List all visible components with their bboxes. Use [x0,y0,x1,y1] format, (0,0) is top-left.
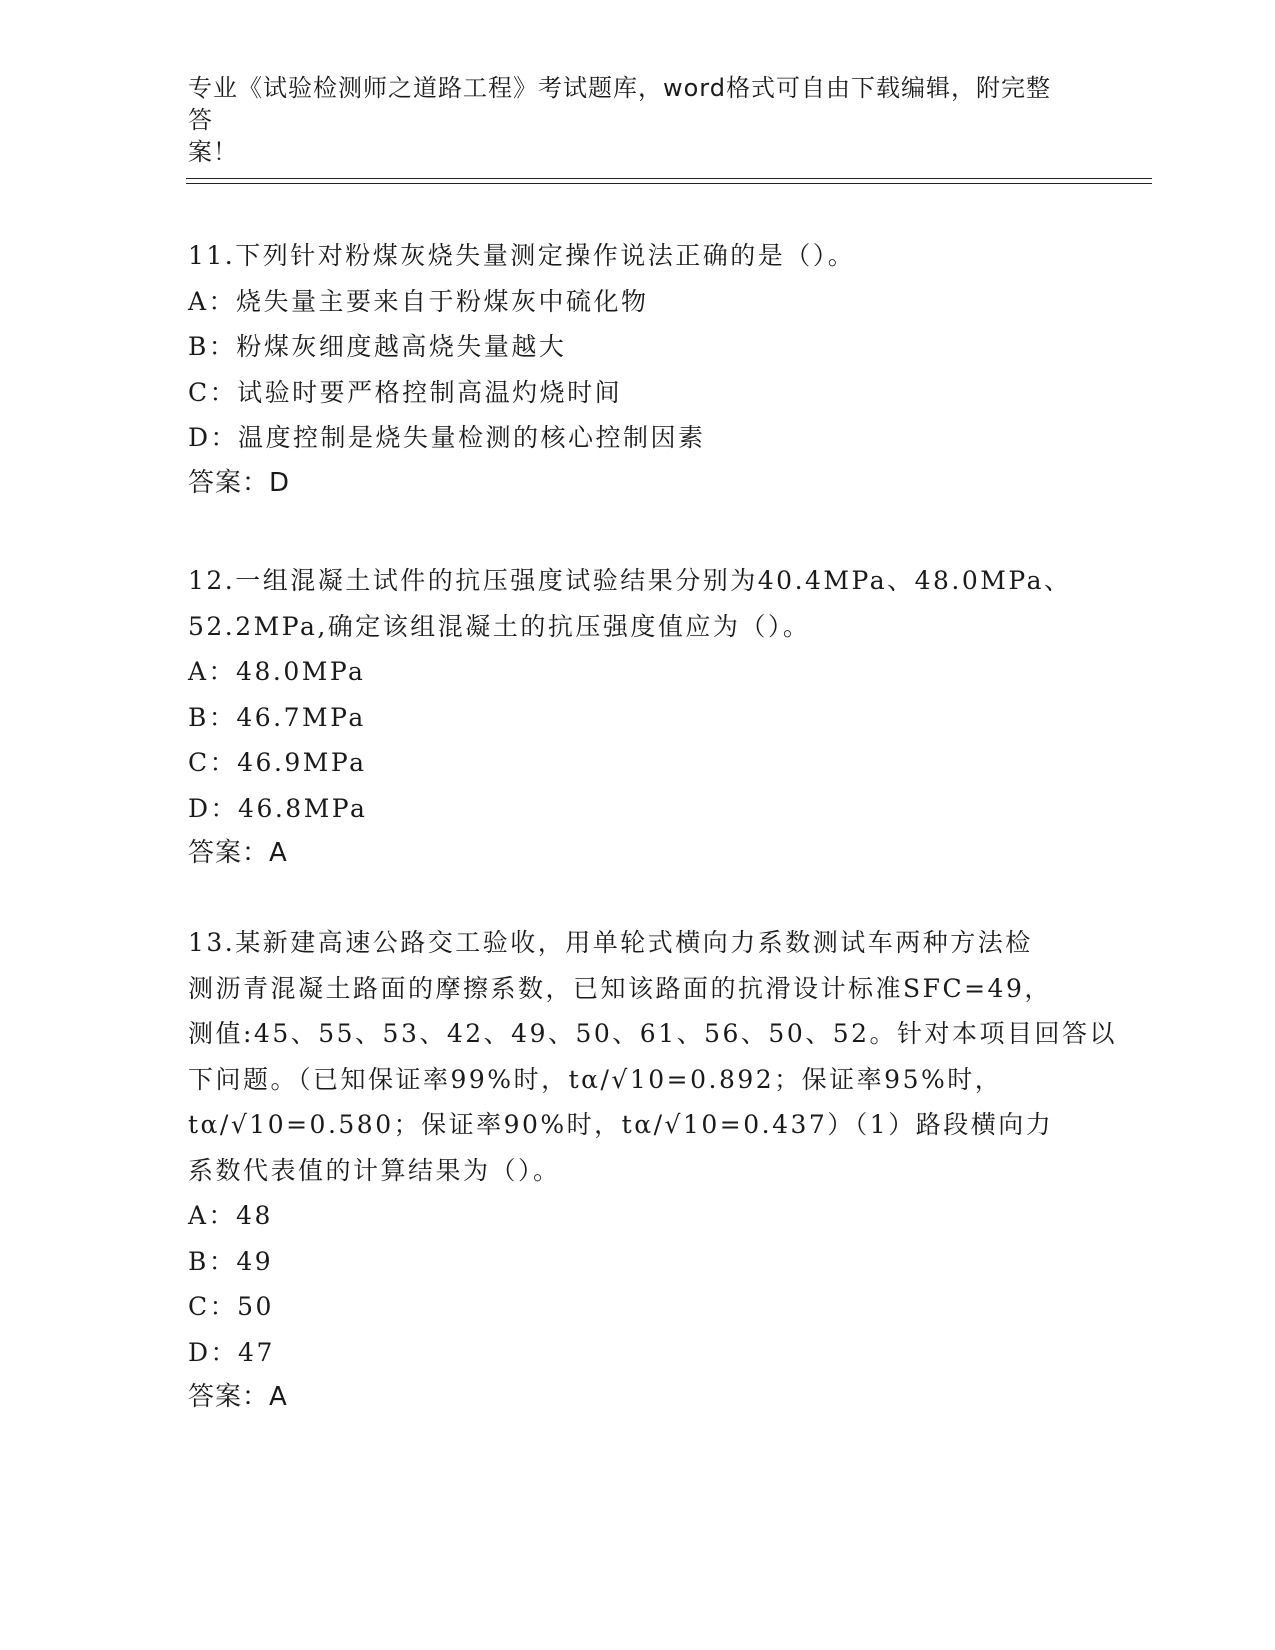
question-stem-line: 下问题。（已知保证率99%时，tα/√10=0.892；保证率95%时， [188,1064,1003,1094]
question-stem-line: 11.下列针对粉煤灰烧失量测定操作说法正确的是（）。 [188,241,856,270]
question-stem-line: 52.2MPa,确定该组混凝土的抗压强度值应为（）。 [188,611,811,641]
question-stem-line: 测值:45、55、53、42、49、50、61、56、50、52。针对本项目回答以 [188,1019,1118,1048]
header-divider-bottom [186,183,1152,184]
header-divider-top [186,178,1152,179]
question-stem-line: 测沥青混凝土路面的摩擦系数，已知该路面的抗滑设计标准SFC=49， [188,973,1052,1003]
answer: 答案：A [188,1382,288,1412]
answer: 答案：A [188,838,288,868]
option-d: D：47 [188,1337,275,1367]
question-stem-line: 系数代表值的计算结果为（）。 [188,1155,561,1185]
question-11 [188,233,1088,506]
option-b: B：粉煤灰细度越高烧失量越大 [188,332,567,361]
option-a: A：48.0MPa [188,657,366,686]
header-line-1: 专业《试验检测师之道路工程》考试题库，word格式可自由下载编辑，附完整答 [188,74,1051,134]
answer: 答案：D [188,467,291,498]
option-c: C：46.9MPa [188,748,367,777]
question-stem-line: tα/√10=0.580；保证率90%时，tα/√10=0.437）（1）路段横向力 [188,1110,1054,1139]
question-13 [188,920,1118,1421]
question-12 [188,558,1088,877]
option-a: A：烧失量主要来自于粉煤灰中硫化物 [188,286,649,316]
option-c: C：50 [188,1292,274,1321]
question-stem-line: 12.一组混凝土试件的抗压强度试验结果分别为40.4MPa、48.0MPa、 [188,566,1072,595]
header-line-2: 案！ [188,138,238,166]
option-a: A：48 [188,1201,273,1230]
option-d: D：46.8MPa [188,793,368,823]
question-stem-line: 13.某新建高速公路交工验收，用单轮式横向力系数测试车两种方法检 [188,928,1033,957]
option-c: C：试验时要严格控制高温灼烧时间 [188,377,623,407]
option-d: D：温度控制是烧失量检测的核心控制因素 [188,423,706,452]
document-header [188,72,1068,168]
option-b: B：46.7MPa [188,702,366,732]
option-b: B：49 [188,1246,274,1276]
